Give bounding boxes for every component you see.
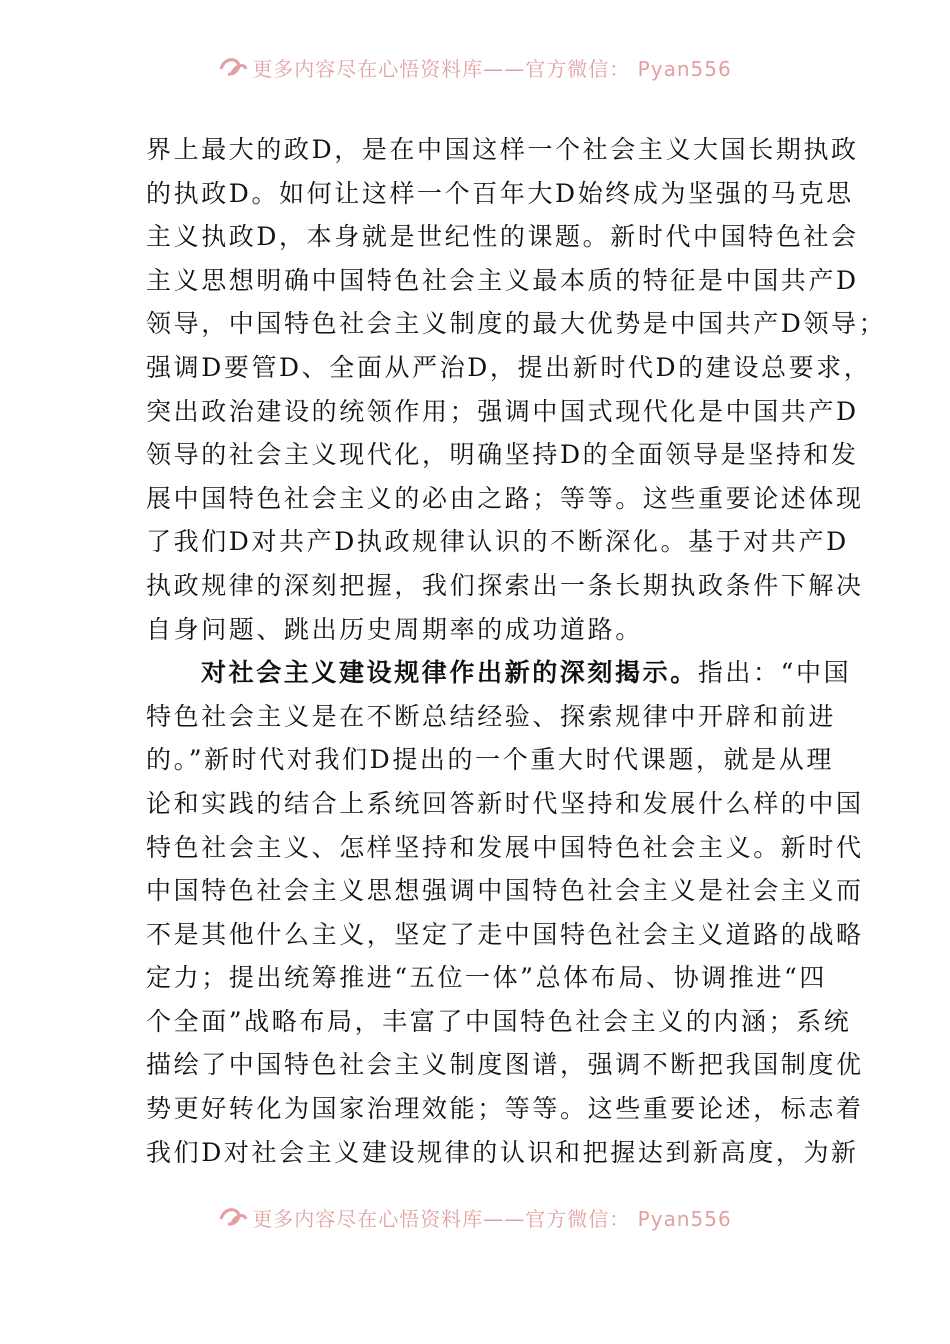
text-line: 领导，中国特色社会主义制度的最大优势是中国共产D领导； [146, 309, 887, 339]
text-line: 中国特色社会主义思想强调中国特色社会主义是社会主义而 [146, 876, 864, 906]
text-line: 的执政D。如何让这样一个百年大D始终成为坚强的马克思 [146, 178, 854, 208]
paragraph-heading: 对社会主义建设规律作出新的深刻揭示。 [201, 658, 698, 688]
text-line: 不是其他什么主义，坚定了走中国特色社会主义道路的战略 [146, 919, 864, 949]
brand-logo-icon [218, 1208, 248, 1229]
text-line: 自身问题、跳出历史周期率的成功道路。 [146, 614, 643, 644]
text-line: 的。”新时代对我们D提出的一个重大时代课题，就是从理 [146, 745, 834, 775]
text-line: 特色社会主义、怎样坚持和发展中国特色社会主义。新时代 [146, 832, 864, 862]
text-line: 强调D要管D、全面从严治D，提出新时代D的建设总要求， [146, 352, 872, 382]
paragraph-first-line [146, 651, 852, 695]
footer-watermark [0, 1208, 950, 1238]
text-line: 描绘了中国特色社会主义制度图谱，强调不断把我国制度优 [146, 1050, 864, 1080]
document-body [146, 128, 887, 1174]
text-line: 定力；提出统筹推进“五位一体”总体布局、协调推进“四 [146, 963, 827, 993]
text-line: 我们D对社会主义建设规律的认识和把握达到新高度，为新 [146, 1137, 859, 1167]
text-line: 主义执政D，本身就是世纪性的课题。新时代中国特色社会 [146, 222, 859, 252]
text-line: 个全面”战略布局，丰富了中国特色社会主义的内涵；系统 [146, 1006, 852, 1036]
text-segment: 指出：“中国 [697, 658, 852, 688]
paragraph-2 [146, 651, 864, 1174]
text-line: 执政规律的深刻把握，我们探索出一条长期执政条件下解决 [146, 570, 864, 600]
text-line: 界上最大的政D，是在中国这样一个社会主义大国长期执政 [146, 135, 859, 164]
text-line: 领导的社会主义现代化，明确坚持D的全面领导是坚持和发 [146, 440, 859, 470]
text-line: 主义思想明确中国特色社会主义最本质的特征是中国共产D [146, 265, 859, 295]
text-line: 论和实践的结合上系统回答新时代坚持和发展什么样的中国 [146, 788, 864, 818]
watermark-text: 更多内容尽在心悟资料库——官方微信： Pyan556 [252, 1208, 732, 1231]
text-line: 突出政治建设的统领作用；强调中国式现代化是中国共产D [146, 396, 859, 426]
text-line: 特色社会主义是在不断总结经验、探索规律中开辟和前进 [146, 701, 837, 731]
text-line: 势更好转化为国家治理效能；等等。这些重要论述，标志着 [146, 1094, 864, 1124]
text-line: 了我们D对共产D执政规律认识的不断深化。基于对共产D [146, 527, 849, 557]
text-line: 展中国特色社会主义的必由之路；等等。这些重要论述体现 [146, 483, 864, 513]
header-watermark [0, 58, 950, 88]
watermark-text: 更多内容尽在心悟资料库——官方微信： Pyan556 [252, 58, 732, 81]
paragraph-1 [146, 128, 887, 651]
brand-logo-icon [218, 58, 248, 79]
